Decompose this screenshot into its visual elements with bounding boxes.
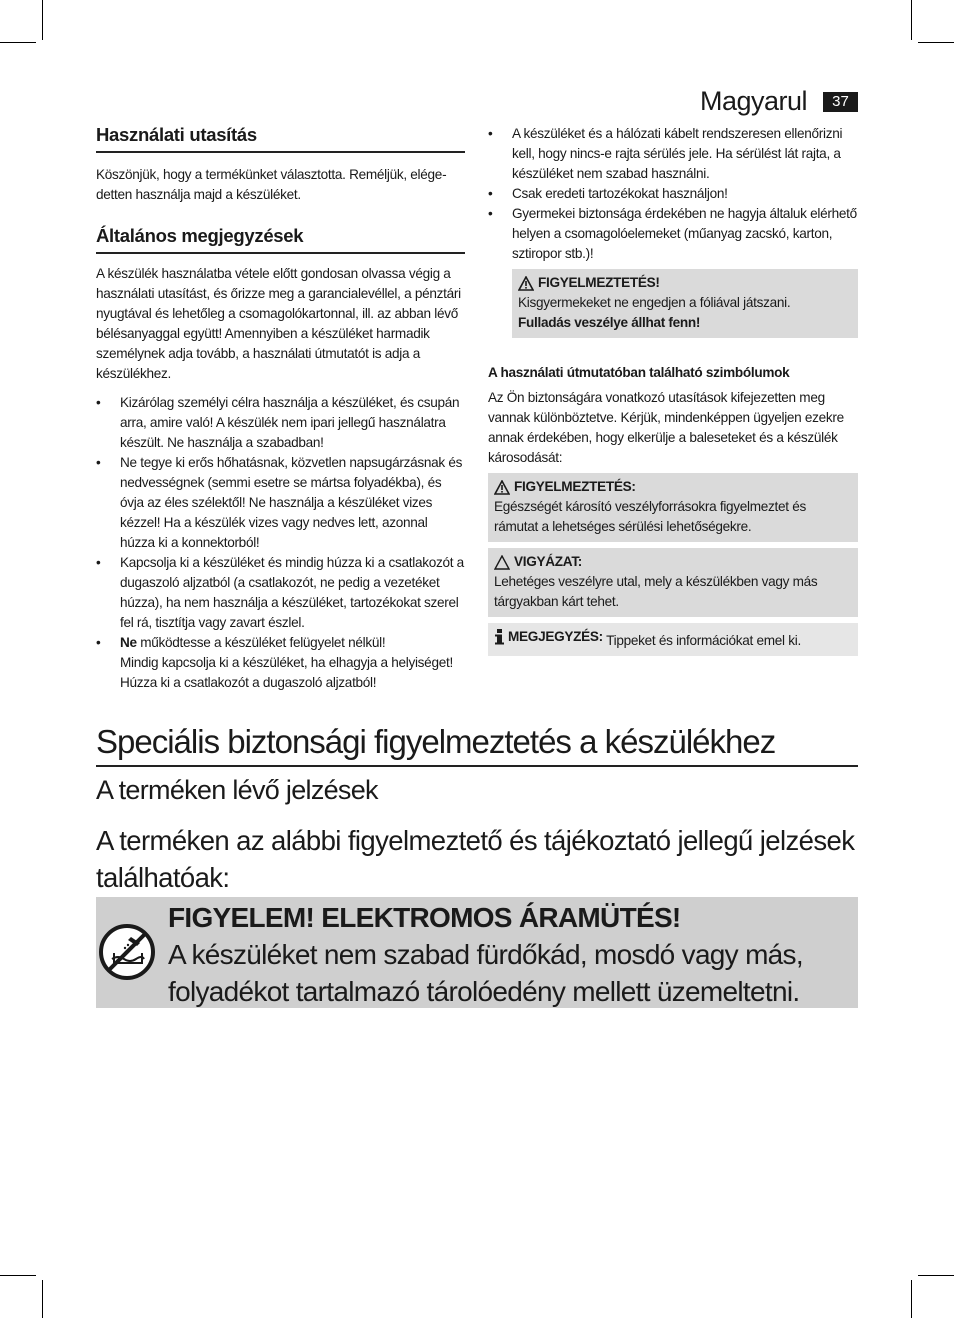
crop-mark <box>911 1280 912 1318</box>
list-item-text: működtesse a készüléket felügyelet nélkül! <box>136 635 386 650</box>
page-number-badge: 37 <box>823 92 858 112</box>
warning-title: FIGYELMEZTETÉS! <box>538 275 660 290</box>
intro-paragraph: A terméken az alábbi figyelmeztető és tájékoztató jellegű jelzések találhatóak: <box>96 825 855 893</box>
section-title-instructions: Használati utasítás <box>96 124 465 153</box>
general-paragraph: A készülék használatba vétele előtt gondosan olvassa végig a használati utasítást, és őrizze meg a garancialevéllel, a pénztári nyugtával és lehetőleg a csomagolókartonnal, ill. az abban lévő bélésanyaggal együtt! Amennyiben a készüléket harmadik személynek adja tovább, a használati útmutatót is adja a készülékhez. <box>96 266 461 381</box>
crop-mark <box>42 0 43 40</box>
warning-line: Kisgyermekeket ne engedjen a fóliával játszani. <box>518 295 791 310</box>
warning-bar-text: A készüléket nem szabad fürdőkád, mosdó vagy más, folyadékot tartalmazó tárolóedény mellett üzemeltetni. <box>168 939 803 1007</box>
crop-mark <box>0 42 36 43</box>
caution-title: VIGYÁZAT: <box>514 554 583 569</box>
warning-line-bold: Fulladás veszélye állhat fenn! <box>518 315 701 330</box>
warning-text: Egészségét károsító veszélyforrásokra figyelmeztet és rámutat a lehetséges sérülési lehetőségekre. <box>494 499 807 534</box>
list-item: • Gyermekei biztonsága érdekében ne hagyja általuk elérhető helyen a csomagolóelemeket (műanyag zacskó, karton, sztiropor stb.)! <box>488 204 858 264</box>
left-bullet-list <box>96 393 465 693</box>
note-text: Tippeket és információkat emel ki. <box>602 633 801 648</box>
thanks-paragraph: Köszönjük, hogy a termékünket választotta. Reméljük, elégedetten használja majd a készüléket. <box>96 167 447 202</box>
left-column <box>96 124 465 693</box>
caution-box <box>488 548 858 617</box>
list-item: • A készüléket és a hálózati kábelt rendszeresen ellenőrizni kell, hogy nincs-e rajta sérülés jele. Ha sérülést lát rajta, a készüléket nem szabad használni. <box>488 124 858 184</box>
language-label: Magyarul <box>700 86 808 116</box>
warning-box <box>488 473 858 542</box>
bold-word: Ne <box>120 635 137 650</box>
note-box <box>488 623 858 656</box>
list-item-text: Mindig kapcsolja ki a készüléket, ha elhagyja a helyiséget! Húzza ki a csatlakozót a dugaszoló aljzatból! <box>120 655 453 690</box>
info-icon <box>494 629 505 645</box>
caution-triangle-icon <box>494 555 510 570</box>
caution-text: Lehetéges veszélyre utal, mely a készülékben vagy más tárgyakban kárt tehet. <box>494 574 818 609</box>
sub-title: A terméken lévő jelzések <box>96 775 378 805</box>
crop-mark <box>918 1275 954 1276</box>
list-item <box>96 633 465 693</box>
symbols-title: A használati útmutatóban található szimbólumok <box>488 365 790 380</box>
warning-title: FIGYELMEZTETÉS: <box>514 479 636 494</box>
section-title-general: Általános megjegyzések <box>96 225 465 254</box>
warning-bar-title: FIGYELEM! ELEKTROMOS ÁRAMÜTÉS! <box>168 902 681 933</box>
crop-mark <box>42 1280 43 1318</box>
electric-shock-warning-bar <box>96 897 858 1008</box>
crop-mark <box>911 0 912 40</box>
list-item: • Csak eredeti tartozékokat használjon! <box>488 184 858 204</box>
warning-triangle-icon <box>494 480 510 495</box>
symbols-paragraph: Az Ön biztonságára vonatkozó utasítások kifejezetten meg vannak különböztetve. Kérjük, mindenképpen ügyeljen ezekre annak érdekében, hogy elkerülje a baleseteket és a készülék károsodását: <box>488 390 844 465</box>
no-shower-icon <box>98 923 156 981</box>
crop-mark <box>918 42 954 43</box>
crop-mark <box>0 1275 36 1276</box>
right-bullet-list <box>488 124 858 264</box>
main-title: Speciális biztonsági figyelmeztetés a készülékhez <box>96 723 858 767</box>
list-item: • Kizárólag személyi célra használja a készüléket, és csupán arra, amire való! A készülék nem ipari jellegű használatra készült. Ne használja a szabadban! <box>96 393 465 453</box>
list-item: • Ne tegye ki erős hőhatásnak, közvetlen napsugárzásnak és nedvességnek (semmi esetre se mártsa folyadékba), és óvja az éles szélektől! Ne használja a készüléket vizes kézzel! Ha a készülék vizes vagy nedves lett, azonnal húzza ki a konnektorból! <box>96 453 465 553</box>
list-item: • Kapcsolja ki a készüléket és mindig húzza ki a csatlakozót a dugaszoló aljzatból (a csatlakozót, ne pedig a vezetéket húzza), ha nem használja a készüléket, tartozékokat szerel fel rá, tisztítja vagy zavart észlel. <box>96 553 465 633</box>
warning-triangle-icon <box>518 276 534 291</box>
note-title: MEGJEGYZÉS: <box>508 629 603 644</box>
warning-box-foil <box>512 269 858 338</box>
right-column <box>488 124 858 656</box>
